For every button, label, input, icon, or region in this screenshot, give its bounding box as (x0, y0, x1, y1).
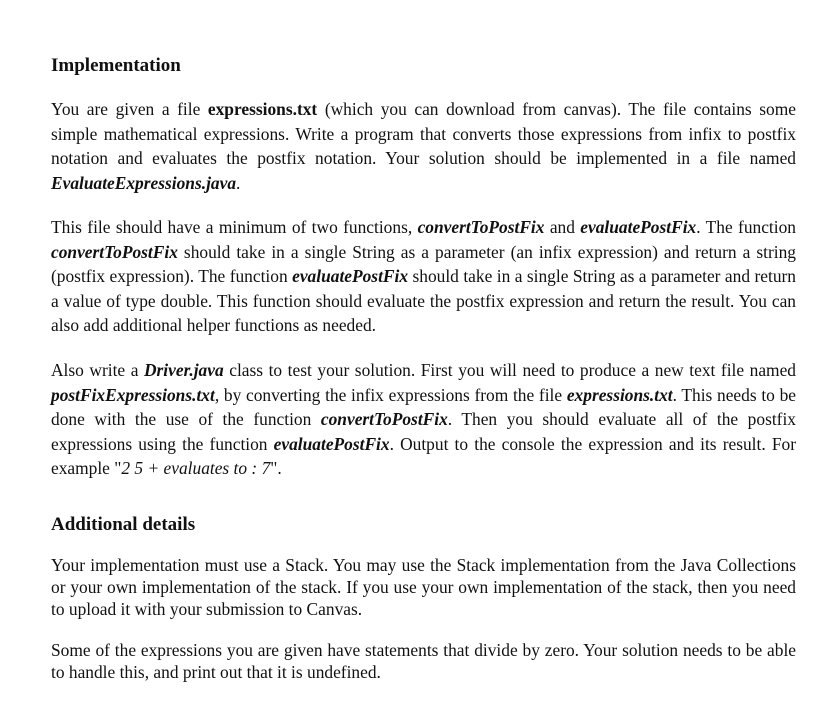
text-span: . This needs to be done with the use of the function (51, 384, 796, 429)
text-span: should take in a single String as a parameter (an infix expression) and return a string (postfix expression). The function (51, 241, 796, 286)
text-span: class to test your solution. First you will need to produce a new text file named (223, 360, 796, 380)
additional-paragraph-2: Some of the expressions you are given have statements that divide by zero. Your solution needs to be able to handle this, and print out that it is undefined. (51, 640, 796, 682)
text-span: should take in a single String as a parameter and return a value of type double. This function should evaluate the postfix expression and return the result. You can also add additional helper functions as needed. (51, 266, 797, 335)
text-span: , by converting the infix expressions from the file (214, 384, 567, 405)
function-name: convertToPostFix (417, 217, 545, 237)
text-span: (which you can download from canvas). The file contains some simple mathematical expressions. Write a program that converts those expressions from infix to postfix notation and evaluates the postfix notation. Your solution should be implemented in a file named (51, 99, 796, 168)
filename-evaluate-expressions: EvaluateExpressions.java (51, 172, 237, 193)
function-name: evaluatePostFix (273, 433, 390, 454)
text-span: . Then you should evaluate all of the postfix expressions using the function (51, 409, 796, 454)
function-name: evaluatePostFix (292, 266, 409, 286)
implementation-paragraph-1 (51, 97, 796, 195)
text-span: . Output to the console the expression and its result. For example " (51, 433, 796, 478)
filename-driver: Driver.java (143, 360, 224, 380)
implementation-paragraph-3 (51, 358, 796, 481)
text-span: ". (270, 458, 282, 478)
text-span: and (544, 217, 581, 237)
text-span: . The function (696, 217, 796, 237)
function-name: convertToPostFix (320, 409, 448, 429)
filename-postfix-expressions: postFixExpressions.txt (51, 384, 215, 405)
filename-expressions: expressions.txt (566, 384, 673, 405)
additional-details-heading: Additional details (51, 514, 196, 535)
implementation-heading: Implementation (51, 55, 181, 76)
filename-expressions: expressions.txt (207, 99, 318, 119)
additional-paragraph-1: Your implementation must use a Stack. You may use the Stack implementation from the Java Collections or your own implementation of the stack. If you use your own implementation of the stack, then you need to upload it with your submission to Canvas. (51, 555, 796, 619)
text-span: Also write a (51, 360, 144, 380)
function-name: convertToPostFix (51, 241, 178, 262)
example-output: 2 5 + evaluates to : 7 (121, 458, 271, 478)
text-span: This file should have a minimum of two functions, (51, 217, 418, 237)
implementation-paragraph-2 (51, 215, 796, 338)
function-name: evaluatePostFix (580, 217, 697, 237)
text-span: You are given a file (51, 99, 208, 119)
text-span: . (236, 172, 241, 193)
